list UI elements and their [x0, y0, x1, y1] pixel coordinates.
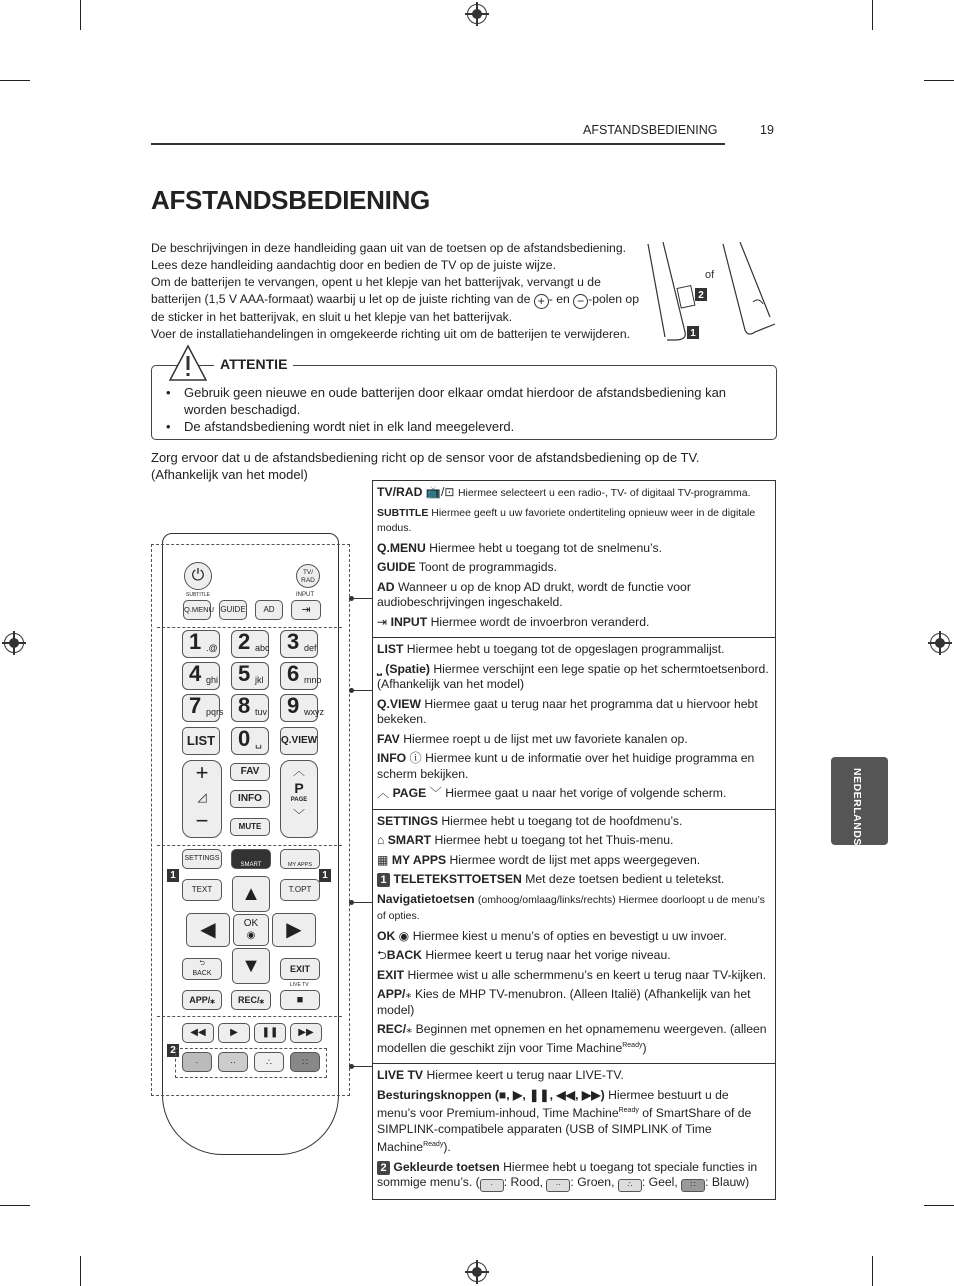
digit-1-button[interactable]: 1 .@: [182, 630, 220, 658]
intro-p4: Voer de installatiehandelingen in omgekeerde richting uit om de batterijen te verwijderen.: [151, 327, 630, 341]
fast-forward-button[interactable]: ▶▶: [290, 1023, 322, 1043]
attention-box: [151, 356, 777, 440]
mute-button[interactable]: MUTE: [230, 818, 270, 836]
digit-7-button[interactable]: 7 pqrs: [182, 694, 220, 722]
page-number: 19: [760, 123, 774, 137]
tv-rad-button[interactable]: TV/ RAD: [296, 564, 320, 588]
battery-illustration: [645, 242, 780, 342]
guide-button[interactable]: GUIDE: [219, 600, 247, 620]
fav-button[interactable]: FAV: [230, 763, 270, 781]
header-section: AFSTANDSBEDIENING: [583, 123, 718, 137]
attention-item: • De afstandsbediening wordt niet in elk land meegeleverd.: [166, 418, 766, 435]
plus-icon: +: [534, 294, 549, 309]
step2-label: 2: [698, 290, 704, 301]
blue-key-icon: ∷: [681, 1179, 705, 1192]
pointing-note: Zorg ervoor dat u de afstandsbediening richt op de sensor voor de afstandsbediening op de TV. (Afhankelijk van het model): [151, 450, 700, 482]
grid-icon: ▦: [377, 852, 389, 867]
back-icon: ⮌: [377, 948, 387, 962]
space-icon: ⎵: [377, 661, 382, 676]
red-button[interactable]: ·: [182, 1052, 212, 1072]
ad-button[interactable]: AD: [255, 600, 283, 620]
registration-mark-left: [4, 633, 24, 653]
ok-icon: ◉: [398, 928, 410, 943]
or-label: of: [705, 269, 715, 281]
home-icon: ⌂: [377, 833, 385, 847]
registration-mark-top: [467, 4, 487, 24]
nav-down-button[interactable]: ▼: [232, 948, 270, 984]
live-tv-label: LIVE TV: [290, 982, 309, 988]
settings-button[interactable]: SETTINGS: [182, 849, 222, 869]
red-key-icon: ·: [480, 1179, 504, 1192]
input-label: INPUT: [296, 592, 314, 598]
desc-section-1: TV/RAD 📺/⊡ Hiermee selecteert u een radio-, TV- of digitaal TV-programma. SUBTITLE Hiermee geeft u uw favoriete ondertiteling opnieuw weer in de digitale modus. Q.MENU Hiermee hebt u toegang tot de snelmenu’s. GUIDE Toont de programmagids. AD Wanneer u op de knop AD drukt, wordt de functie voor audiobeschrijvingen ingeschakeld. ⇥ INPUT Hiermee wordt de invoerbron veranderd.: [373, 481, 775, 638]
desc-section-2: LIST Hiermee hebt u toegang tot de opgeslagen programmalijst. ⎵ (Spatie) Hiermee verschijnt een lege spatie op het schermtoetsenbord. (Afhankelijk van het model) Q.VIEW Hiermee gaat u terug naar het programma dat u hiervoor hebt bekeken. FAV Hiermee roept u de lijst met uw favoriete kanalen op. INFO ⓘ Hiermee kunt u de informatie over het huidige programma en scherm bekijken. ︿ PAGE ﹀ Hiermee gaat u naar het vorige of volgende scherm.: [373, 638, 775, 810]
step1-label: 1: [690, 328, 696, 339]
language-tab: NEDERLANDS: [831, 757, 888, 845]
digit-6-button[interactable]: 6 mno: [280, 662, 318, 690]
digit-4-button[interactable]: 4 ghi: [182, 662, 220, 690]
registration-mark-bottom: [467, 1262, 487, 1282]
intro-text: [151, 240, 651, 343]
color-keys-tag: 2: [167, 1044, 179, 1057]
app-button[interactable]: APP/⁎: [182, 990, 222, 1010]
warning-icon: [168, 344, 208, 382]
program-page-rocker[interactable]: ︿ P PAGE ﹀: [280, 760, 318, 838]
rewind-button[interactable]: ◀◀: [182, 1023, 214, 1043]
info-button[interactable]: INFO: [230, 790, 270, 808]
power-button[interactable]: ⏻: [184, 562, 212, 590]
my-apps-button[interactable]: MY APPS: [280, 849, 320, 869]
desc-section-4: LIVE TV Hiermee keert u terug naar LIVE-TV. Besturingsknoppen (■, ▶, ❚❚, ◀◀, ▶▶) Hiermee bestuurt u de menu’s voor Premium-inhoud, Time Machine$^{Ready}$ of SmartShare of de SIMPLINK-compatibele apparaten (USB of SIMPLINK of Time Machine$^{Ready}$). 2 Gekleurde toetsen Hiermee hebt u toegang tot speciale functies in sommige menu’s. ( · : Rood, ·· : Groen, ∴ : Geel, ∷ : Blauw): [373, 1064, 775, 1199]
volume-rocker[interactable]: + ◿ −: [182, 760, 222, 838]
qview-button[interactable]: Q.VIEW: [280, 727, 318, 755]
play-button[interactable]: ▶: [218, 1023, 250, 1043]
yellow-button[interactable]: ∴: [254, 1052, 284, 1072]
back-button[interactable]: ⮌ BACK: [182, 958, 222, 980]
nav-up-button[interactable]: ▲: [232, 876, 270, 912]
digit-9-button[interactable]: 9 wxyz: [280, 694, 318, 722]
chevron-down-icon: ﹀: [429, 786, 442, 800]
asterisk-icon: ⁎: [405, 987, 412, 1001]
topt-button[interactable]: T.OPT: [280, 879, 320, 901]
exit-button[interactable]: EXIT: [280, 958, 320, 980]
teletext-tag: 1: [167, 869, 179, 882]
nav-left-button[interactable]: ◀: [186, 913, 230, 947]
intro-p3: Om de batterijen te vervangen, opent u het klepje van het batterijvak, vervangt u de batterijen (1,5 V AAA-formaat) waarbij u let op de juiste richting van de + - en − -polen op de sticker in het batterijvak, en sluit u het klepje van het batterijvak.: [151, 275, 639, 324]
playback-icons: (■, ▶, ❚❚, ◀◀, ▶▶): [494, 1087, 605, 1102]
smart-button[interactable]: SMART: [231, 849, 271, 869]
green-key-icon: ··: [546, 1179, 570, 1192]
qmenu-button[interactable]: Q.MENU: [183, 600, 211, 620]
attention-title: ATTENTIE: [214, 356, 293, 372]
info-icon: ⓘ: [409, 751, 422, 765]
registration-mark-right: [930, 633, 950, 653]
yellow-key-icon: ∴: [618, 1179, 642, 1192]
desc-section-3: SETTINGS Hiermee hebt u toegang tot de hoofdmenu’s. ⌂ SMART Hiermee hebt u toegang tot het Thuis-menu. ▦ MY APPS Hiermee wordt de lijst met apps weergegeven. 1 TELETEKSTTOETSEN Met deze toetsen bedient u teletekst. Navigatietoetsen (omhoog/omlaag/links/rechts) Hiermee doorloopt u de menu’s of opties. OK ◉ Hiermee kiest u menu’s of opties en bevestigt u uw invoer. ⮌BACK Hiermee keert u terug naar het vorige niveau. EXIT Hiermee wist u alle schermmenu’s en keert u terug naar TV-kijken. APP/⁎ Kies de MHP TV-menubron. (Alleen Italië) (Afhankelijk van het model) REC/⁎ Beginnen met opnemen en het opnamemenu weergeven. (alleen modellen die geschikt zijn voor Time Machine$^{Ready}$): [373, 810, 775, 1065]
chevron-up-icon: ︿: [377, 786, 390, 800]
intro-p2: Lees deze handleiding aandachtig door en bedien de TV op de juiste wijze.: [151, 258, 556, 272]
digit-5-button[interactable]: 5 jkl: [231, 662, 269, 690]
live-tv-stop-button[interactable]: ■: [280, 990, 320, 1010]
digit-8-button[interactable]: 8 tuv: [231, 694, 269, 722]
green-button[interactable]: ··: [218, 1052, 248, 1072]
tv-rad-icon: 📺/⊡: [425, 485, 455, 499]
pause-button[interactable]: ❚❚: [254, 1023, 286, 1043]
input-button[interactable]: ⇥: [291, 600, 321, 620]
asterisk-icon: ⁎: [406, 1022, 413, 1036]
page-title: AFSTANDSBEDIENING: [151, 185, 430, 215]
attention-item: • Gebruik geen nieuwe en oude batterijen door elkaar omdat hierdoor de afstandsbediening kan worden beschadigd.: [166, 384, 766, 418]
input-icon: ⇥: [377, 614, 388, 629]
digit-0-button[interactable]: 0 ␣: [231, 727, 269, 755]
minus-icon: −: [573, 294, 588, 309]
key-descriptions: [372, 480, 776, 1200]
header-rule: [151, 143, 725, 145]
rec-button[interactable]: REC/⁎: [231, 990, 271, 1010]
attention-list: [166, 384, 766, 435]
intro-p1: De beschrijvingen in deze handleiding gaan uit van de toetsen op de afstandsbediening.: [151, 241, 626, 255]
digit-2-button[interactable]: 2 abc: [231, 630, 269, 658]
blue-button[interactable]: ∷: [290, 1052, 320, 1072]
text-button[interactable]: TEXT: [182, 879, 222, 901]
subtitle-label: SUBTITLE: [186, 592, 210, 598]
nav-right-button[interactable]: ▶: [272, 913, 316, 947]
digit-3-button[interactable]: 3 def: [280, 630, 318, 658]
list-button[interactable]: LIST: [182, 727, 220, 755]
teletext-tag-right: 1: [319, 869, 331, 882]
ok-button[interactable]: OK ◉: [233, 914, 269, 946]
